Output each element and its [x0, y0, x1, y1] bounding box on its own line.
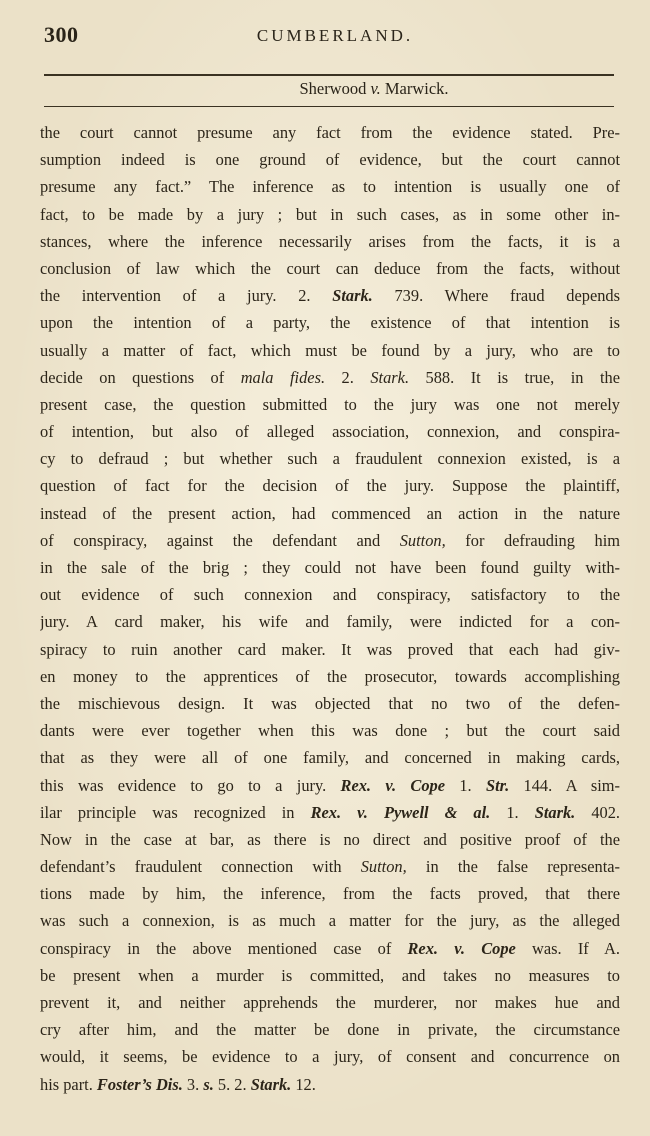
text-segment: 402.	[575, 802, 620, 822]
citation-text: Sutton,	[360, 857, 407, 877]
text-line	[40, 880, 620, 907]
text-line	[40, 228, 620, 255]
text-line	[40, 826, 620, 853]
text-line	[40, 418, 620, 445]
text-segment: cry after him, and the matter be done in private, the circumstance	[40, 1020, 620, 1040]
text-segment: of conspiracy, against the defendant and	[40, 530, 400, 550]
citation-text: Foster’s Dis.	[96, 1074, 183, 1094]
text-line	[40, 717, 620, 744]
text-line	[40, 1016, 620, 1043]
text-segment: of intention, but also of alleged association, connexion, and conspira-	[40, 422, 620, 442]
citation-text: Rex. v. Cope	[407, 938, 516, 958]
text-line	[40, 1071, 620, 1098]
text-segment: 588. It is true, in the	[409, 367, 620, 387]
text-line	[40, 119, 620, 146]
text-line	[40, 772, 620, 799]
running-head	[0, 22, 650, 52]
text-line	[40, 554, 620, 581]
text-segment: presume any fact.” The inference as to intention is usually one of	[40, 177, 620, 197]
text-segment: his part.	[40, 1074, 97, 1094]
citation-text: Str.	[485, 775, 510, 795]
body-text	[40, 119, 620, 1098]
citation-text: Sutton,	[399, 530, 446, 550]
text-line	[40, 690, 620, 717]
text-segment: spiracy to ruin another card maker. It was proved that each had giv-	[40, 639, 620, 659]
citation-text: s.	[203, 1074, 214, 1094]
text-line	[40, 201, 620, 228]
text-line	[40, 282, 620, 309]
text-segment: in the sale of the brig ; they could not have been found guilty with-	[40, 558, 620, 577]
text-line	[40, 337, 620, 364]
citation-text: Stark.	[250, 1074, 292, 1094]
text-line	[40, 608, 620, 635]
text-line	[40, 146, 620, 173]
text-segment: 739. Where fraud depends	[372, 286, 620, 306]
text-segment: conclusion of law which the court can deduce from the facts, without	[40, 258, 620, 278]
text-segment: conspiracy in the above mentioned case of	[40, 938, 408, 958]
text-segment: present case, the question submitted to the jury was one not merely	[40, 394, 620, 414]
text-segment: that as they were all of one family, and concerned in making cards,	[40, 748, 620, 768]
text-line	[40, 527, 620, 554]
text-line	[40, 173, 620, 200]
citation-text: Stark.	[332, 286, 373, 306]
text-segment: en money to the apprentices of the prosecutor, towards accomplishing	[40, 666, 620, 686]
text-segment: defendant’s fraudulent connection with	[40, 857, 361, 877]
text-line	[40, 935, 620, 962]
text-line	[40, 907, 620, 934]
header-rule-bottom	[44, 106, 614, 107]
text-segment: fact, to be made by a jury ; but in such cases, as in some other in-	[40, 204, 620, 224]
text-segment: prevent it, and neither apprehends the murderer, nor makes hue and	[40, 993, 620, 1012]
text-line	[40, 255, 620, 282]
case-title-versus: v.	[370, 79, 381, 98]
book-title: CUMBERLAND.	[256, 26, 414, 45]
text-segment: Now in the case at bar, as there is no direct and positive proof of the	[40, 829, 620, 849]
text-line	[40, 472, 620, 499]
text-segment: decide on questions of	[40, 367, 241, 387]
text-segment: the mischievous design. It was objected that no two of the defen-	[40, 693, 620, 713]
citation-text: Stark.	[534, 802, 576, 822]
text-line	[40, 500, 620, 527]
text-segment: 1.	[490, 802, 535, 822]
text-line	[40, 744, 620, 771]
text-line	[40, 663, 620, 690]
text-segment: was. If A.	[515, 938, 620, 958]
citation-text: mala fides.	[240, 367, 326, 387]
text-segment: ilar principle was recognized in	[40, 802, 311, 822]
citation-text: Rex. v. Pywell & al.	[310, 802, 491, 822]
text-segment: 5. 2.	[213, 1074, 251, 1094]
text-line	[40, 799, 620, 826]
case-title-defendant: Marwick.	[384, 79, 449, 98]
text-segment: in the false representa-	[406, 857, 620, 877]
text-segment: this was evidence to go to a jury.	[40, 775, 341, 795]
text-segment: tions made by him, the inference, from the facts proved, that there	[40, 884, 620, 904]
case-title	[44, 79, 614, 99]
text-line	[40, 989, 620, 1016]
text-segment: the court cannot presume any fact from the evidence stated. Pre-	[40, 123, 620, 142]
text-segment: was such a connexion, is as much a matter for the jury, as the alleged	[40, 911, 620, 931]
text-segment: 144. A sim-	[509, 775, 620, 795]
text-segment: usually a matter of fact, which must be found by a jury, who are to	[40, 340, 620, 360]
text-segment: be present when a murder is committed, and takes no measures to	[40, 965, 620, 985]
citation-text: Rex. v. Cope	[340, 775, 446, 795]
text-segment: dants were ever together when this was done ; but the court said	[40, 721, 620, 741]
text-segment: 3.	[182, 1074, 204, 1094]
text-line	[40, 1043, 620, 1070]
text-line	[40, 853, 620, 880]
text-line	[40, 445, 620, 472]
text-segment: stances, where the inference necessarily arises from the facts, it is a	[40, 231, 620, 251]
text-segment: question of fact for the decision of the jury. Suppose the plaintiff,	[40, 476, 620, 496]
header-rule-top	[44, 74, 614, 76]
text-segment: cy to defraud ; but whether such a fraudulent connexion existed, is a	[40, 449, 620, 469]
text-segment: would, it seems, be evidence to a jury, of consent and concurrence on	[40, 1047, 620, 1067]
citation-text: Stark.	[370, 367, 410, 387]
text-segment: instead of the present action, had commenced an action in the nature	[40, 503, 620, 523]
text-line	[40, 636, 620, 663]
text-line	[40, 309, 620, 336]
text-line	[40, 364, 620, 391]
text-line	[40, 581, 620, 608]
text-segment: the intervention of a jury. 2.	[40, 286, 333, 306]
text-line	[40, 391, 620, 418]
text-segment: 2.	[325, 367, 371, 387]
page-number: 300	[44, 22, 79, 47]
text-segment: 1.	[445, 775, 486, 795]
text-segment: out evidence of such connexion and conspiracy, satisfactory to the	[40, 585, 620, 605]
text-segment: jury. A card maker, his wife and family, were indicted for a con-	[40, 612, 620, 632]
text-segment: for defrauding him	[445, 530, 620, 550]
text-segment: 12.	[291, 1074, 316, 1094]
text-segment: sumption indeed is one ground of evidence, but the court cannot	[40, 150, 620, 170]
case-title-plaintiff: Sherwood	[299, 79, 367, 98]
text-line	[40, 962, 620, 989]
text-segment: upon the intention of a party, the existence of that intention is	[40, 313, 620, 333]
